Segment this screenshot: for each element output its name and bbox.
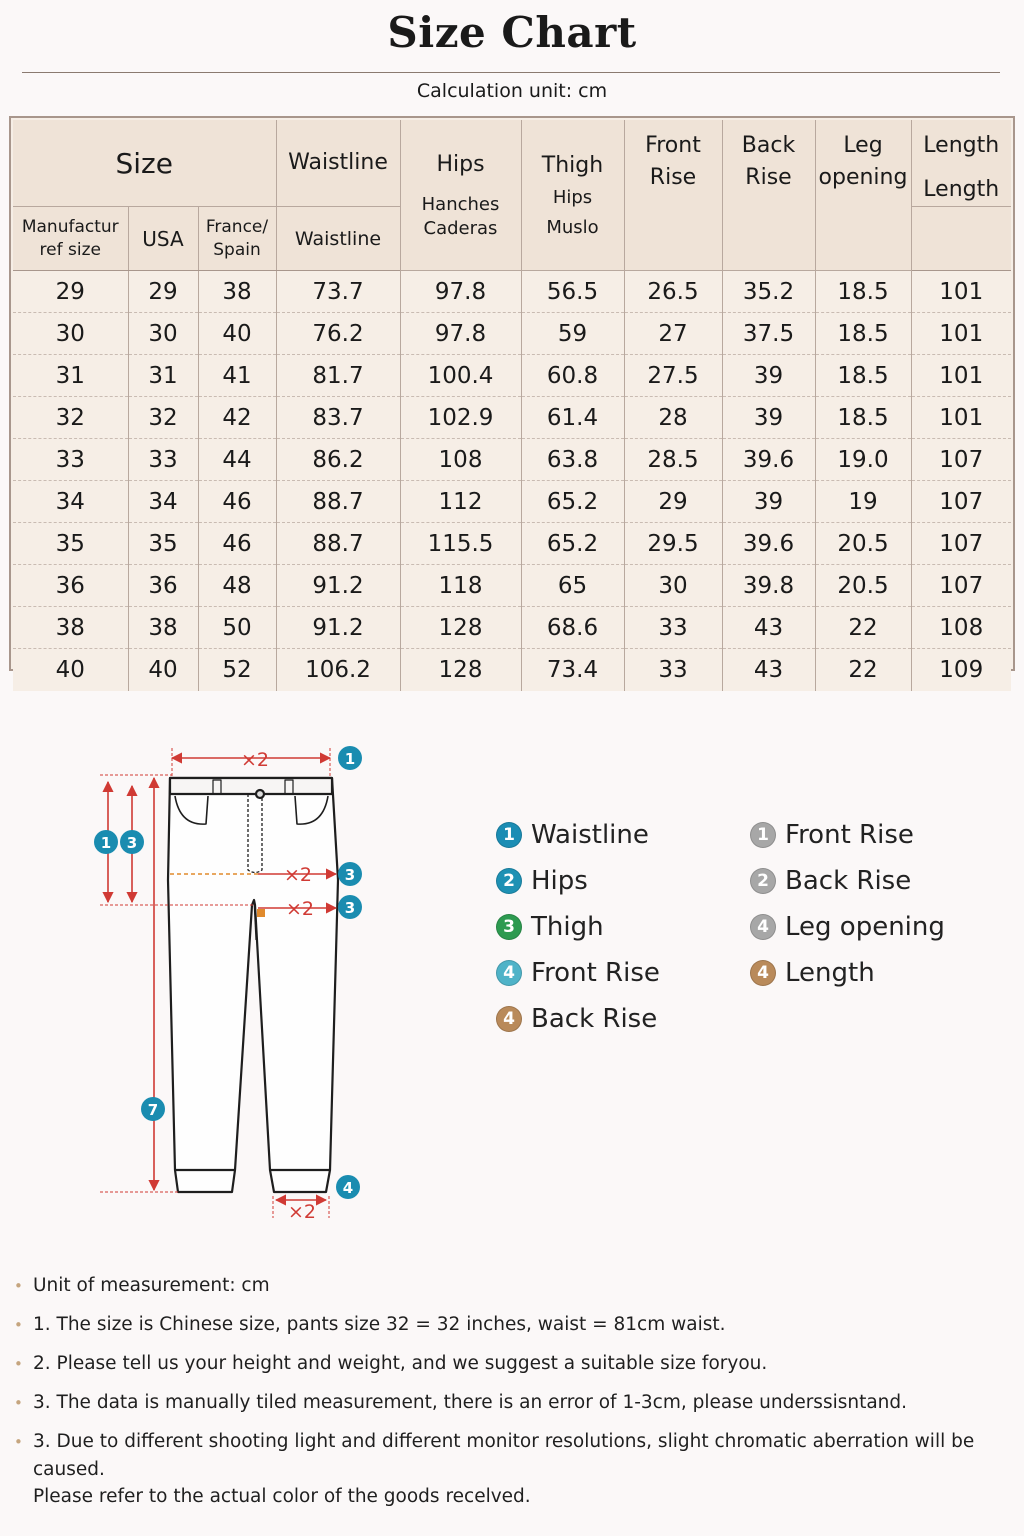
bullet-icon: • bbox=[14, 1277, 23, 1295]
table-cell: 115.5 bbox=[400, 523, 521, 565]
table-cell: 35.2 bbox=[722, 271, 815, 313]
table-row bbox=[13, 565, 1011, 607]
header-length-sub: Length bbox=[923, 177, 1000, 202]
table-row bbox=[13, 523, 1011, 565]
legend-right-column bbox=[750, 812, 945, 996]
table-cell: 33 bbox=[624, 649, 722, 691]
table-cell: 36 bbox=[128, 565, 198, 607]
legend-label: Back Rise bbox=[531, 1004, 658, 1034]
bullet-icon: • bbox=[14, 1433, 23, 1451]
size-table-container bbox=[9, 116, 1015, 683]
table-cell: 59 bbox=[521, 313, 624, 355]
table-cell: 81.7 bbox=[276, 355, 400, 397]
note-item bbox=[14, 1272, 1010, 1300]
legend-item bbox=[496, 996, 660, 1042]
table-cell: 46 bbox=[198, 481, 276, 523]
table-cell: 118 bbox=[400, 565, 521, 607]
marker-length: 7 bbox=[147, 1101, 159, 1119]
note-item bbox=[14, 1483, 1010, 1511]
top-x2-label: ×2 bbox=[240, 749, 270, 771]
hip-x2-label: ×2 bbox=[283, 864, 313, 886]
table-cell: 65 bbox=[521, 565, 624, 607]
legend-item bbox=[496, 950, 660, 996]
table-row bbox=[13, 481, 1011, 523]
header-hips-label: Hips bbox=[436, 152, 485, 177]
legend-label: Front Rise bbox=[785, 820, 914, 850]
table-cell: 56.5 bbox=[521, 271, 624, 313]
table-row bbox=[13, 271, 1011, 313]
table-cell: 22 bbox=[815, 649, 911, 691]
legend-number-badge: 2 bbox=[750, 868, 776, 894]
header-usa: USA bbox=[128, 207, 198, 271]
legend-number-badge: 4 bbox=[496, 960, 522, 986]
bullet-icon: • bbox=[14, 1394, 23, 1412]
legend-number-badge: 3 bbox=[496, 914, 522, 940]
note-item bbox=[14, 1311, 1010, 1339]
legend-number-badge: 4 bbox=[496, 1006, 522, 1032]
table-cell: 108 bbox=[911, 607, 1011, 649]
table-cell: 61.4 bbox=[521, 397, 624, 439]
header-manufacturer: Manufactur ref size bbox=[13, 207, 128, 271]
size-table-body bbox=[13, 271, 1011, 691]
header-front-rise bbox=[624, 120, 722, 271]
table-cell: 35 bbox=[128, 523, 198, 565]
table-row bbox=[13, 313, 1011, 355]
table-cell: 50 bbox=[198, 607, 276, 649]
bullet-icon: • bbox=[14, 1355, 23, 1373]
table-cell: 97.8 bbox=[400, 271, 521, 313]
table-cell: 18.5 bbox=[815, 313, 911, 355]
table-cell: 39 bbox=[722, 397, 815, 439]
legend-number-badge: 1 bbox=[496, 822, 522, 848]
legend-label: Front Rise bbox=[531, 958, 660, 988]
table-cell: 107 bbox=[911, 481, 1011, 523]
table-cell: 88.7 bbox=[276, 481, 400, 523]
table-cell: 101 bbox=[911, 355, 1011, 397]
note-text: 1. The size is Chinese size, pants size 32 = 32 inches, waist = 81cm waist. bbox=[33, 1314, 726, 1335]
legend-item bbox=[496, 858, 660, 904]
legend-label: Hips bbox=[531, 866, 588, 896]
header-back-rise-1: Back bbox=[741, 133, 796, 158]
table-cell: 30 bbox=[624, 565, 722, 607]
table-cell: 34 bbox=[128, 481, 198, 523]
table-cell: 18.5 bbox=[815, 355, 911, 397]
table-cell: 128 bbox=[400, 649, 521, 691]
table-cell: 65.2 bbox=[521, 523, 624, 565]
table-cell: 43 bbox=[722, 649, 815, 691]
header-france-spain: France/ Spain bbox=[198, 207, 276, 271]
table-cell: 101 bbox=[911, 397, 1011, 439]
size-table bbox=[13, 120, 1011, 691]
table-cell: 30 bbox=[128, 313, 198, 355]
hem-x2-label: ×2 bbox=[287, 1201, 317, 1223]
calculation-unit: Calculation unit: cm bbox=[416, 80, 608, 102]
table-cell: 106.2 bbox=[276, 649, 400, 691]
table-cell: 20.5 bbox=[815, 523, 911, 565]
bullet-icon: • bbox=[14, 1316, 23, 1334]
header-hips-fr: Hanches bbox=[421, 194, 500, 215]
marker-left-a: 1 bbox=[100, 834, 112, 852]
table-cell: 39.6 bbox=[722, 439, 815, 481]
header-length-label: Length bbox=[923, 133, 1000, 158]
legend-left-column bbox=[496, 812, 660, 1042]
table-cell: 76.2 bbox=[276, 313, 400, 355]
header-hips-pt: Caderas bbox=[423, 218, 498, 239]
table-cell: 91.2 bbox=[276, 565, 400, 607]
header-front-rise-1: Front bbox=[645, 133, 701, 158]
table-cell: 102.9 bbox=[400, 397, 521, 439]
pants-diagram bbox=[80, 730, 380, 1230]
legend-number-badge: 4 bbox=[750, 914, 776, 940]
table-cell: 39 bbox=[722, 481, 815, 523]
table-cell: 38 bbox=[198, 271, 276, 313]
table-cell: 29.5 bbox=[624, 523, 722, 565]
header-thigh bbox=[521, 120, 624, 271]
table-cell: 20.5 bbox=[815, 565, 911, 607]
table-cell: 48 bbox=[198, 565, 276, 607]
table-cell: 39.8 bbox=[722, 565, 815, 607]
header-front-rise-2: Rise bbox=[649, 165, 697, 190]
table-cell: 19 bbox=[815, 481, 911, 523]
header-back-rise-2: Rise bbox=[745, 165, 792, 190]
header-length-blank bbox=[911, 207, 1011, 271]
table-cell: 18.5 bbox=[815, 397, 911, 439]
marker-mid-lower: 3 bbox=[344, 899, 356, 917]
header-back-rise bbox=[722, 120, 815, 271]
table-cell: 112 bbox=[400, 481, 521, 523]
table-cell: 107 bbox=[911, 439, 1011, 481]
table-cell: 19.0 bbox=[815, 439, 911, 481]
header-leg-opening bbox=[815, 120, 911, 271]
note-text: 3. Due to different shooting light and different monitor resolutions, slight chromatic aberration will be caused. bbox=[33, 1431, 975, 1480]
table-cell: 29 bbox=[624, 481, 722, 523]
table-cell: 30 bbox=[13, 313, 128, 355]
table-row bbox=[13, 355, 1011, 397]
table-cell: 86.2 bbox=[276, 439, 400, 481]
table-row bbox=[13, 607, 1011, 649]
marker-mid-upper: 3 bbox=[344, 866, 356, 884]
marker-left-b: 3 bbox=[126, 834, 138, 852]
table-cell: 60.8 bbox=[521, 355, 624, 397]
table-cell: 29 bbox=[13, 271, 128, 313]
table-row bbox=[13, 649, 1011, 691]
table-cell: 29 bbox=[128, 271, 198, 313]
table-row bbox=[13, 397, 1011, 439]
table-cell: 33 bbox=[13, 439, 128, 481]
table-cell: 38 bbox=[13, 607, 128, 649]
header-hips bbox=[400, 120, 521, 271]
table-cell: 101 bbox=[911, 271, 1011, 313]
header-thigh-label: Thigh bbox=[541, 153, 604, 178]
legend-label: Thigh bbox=[531, 912, 604, 942]
header-waistline-sub: Waistline bbox=[276, 207, 400, 271]
table-cell: 63.8 bbox=[521, 439, 624, 481]
note-item bbox=[14, 1428, 1010, 1484]
bullet-icon bbox=[14, 1483, 33, 1511]
table-cell: 31 bbox=[128, 355, 198, 397]
legend-item bbox=[750, 904, 945, 950]
table-cell: 44 bbox=[198, 439, 276, 481]
legend-number-badge: 4 bbox=[750, 960, 776, 986]
legend-item bbox=[750, 950, 945, 996]
legend-item bbox=[496, 812, 660, 858]
header-thigh-sub2: Muslo bbox=[546, 217, 599, 238]
legend-item bbox=[496, 904, 660, 950]
note-item bbox=[14, 1350, 1010, 1378]
table-cell: 38 bbox=[128, 607, 198, 649]
table-cell: 100.4 bbox=[400, 355, 521, 397]
table-cell: 36 bbox=[13, 565, 128, 607]
note-item bbox=[14, 1389, 1010, 1417]
table-cell: 22 bbox=[815, 607, 911, 649]
note-text: Please refer to the actual color of the goods recelved. bbox=[33, 1486, 531, 1507]
table-cell: 109 bbox=[939, 656, 984, 683]
table-cell: 101 bbox=[911, 313, 1011, 355]
table-cell: 128 bbox=[400, 607, 521, 649]
legend-label: Back Rise bbox=[785, 866, 912, 896]
table-cell: 40 bbox=[13, 649, 128, 691]
header-leg-2: opening bbox=[818, 165, 908, 190]
table-cell: 26.5 bbox=[624, 271, 722, 313]
table-cell: 43 bbox=[722, 607, 815, 649]
table-cell: 39 bbox=[722, 355, 815, 397]
header-leg-1: Leg bbox=[843, 133, 883, 158]
note-text: 2. Please tell us your height and weight, and we suggest a suitable size foryou. bbox=[33, 1353, 768, 1374]
table-cell: 46 bbox=[198, 523, 276, 565]
table-cell: 42 bbox=[198, 397, 276, 439]
table-cell: 52 bbox=[198, 649, 276, 691]
table-cell: 28 bbox=[624, 397, 722, 439]
table-cell: 73.4 bbox=[521, 649, 624, 691]
table-cell: 28.5 bbox=[624, 439, 722, 481]
legend-number-badge: 1 bbox=[750, 822, 776, 848]
header-size: Size bbox=[13, 120, 276, 207]
legend-number-badge: 2 bbox=[496, 868, 522, 894]
legend-item bbox=[750, 812, 945, 858]
table-cell: 107 bbox=[911, 565, 1011, 607]
table-cell: 32 bbox=[128, 397, 198, 439]
header-thigh-sub1: Hips bbox=[552, 187, 593, 208]
table-cell: 37.5 bbox=[722, 313, 815, 355]
legend-label: Waistline bbox=[531, 820, 649, 850]
table-cell: 32 bbox=[13, 397, 128, 439]
legend-label: Length bbox=[785, 958, 875, 988]
table-cell: 18.5 bbox=[815, 271, 911, 313]
table-cell: 97.8 bbox=[400, 313, 521, 355]
page-title: Size Chart bbox=[387, 8, 637, 57]
note-text: 3. The data is manually tiled measurement, there is an error of 1-3cm, please underssisntand. bbox=[33, 1392, 908, 1413]
table-cell: 35 bbox=[13, 523, 128, 565]
header-length bbox=[911, 120, 1011, 207]
header-waistline: Waistline bbox=[276, 120, 400, 207]
table-cell: 107 bbox=[911, 523, 1011, 565]
legend-label: Leg opening bbox=[785, 912, 945, 942]
table-cell: 33 bbox=[128, 439, 198, 481]
table-cell: 39.6 bbox=[722, 523, 815, 565]
table-cell: 27.5 bbox=[624, 355, 722, 397]
table-cell: 41 bbox=[198, 355, 276, 397]
table-cell: 40 bbox=[128, 649, 198, 691]
table-cell: 31 bbox=[13, 355, 128, 397]
marker-top-right: 1 bbox=[344, 750, 356, 768]
table-cell: 91.2 bbox=[276, 607, 400, 649]
notes-list bbox=[14, 1272, 1010, 1522]
table-row bbox=[13, 439, 1011, 481]
table-cell: 83.7 bbox=[276, 397, 400, 439]
marker-hem: 4 bbox=[342, 1179, 354, 1197]
title-divider bbox=[22, 72, 1000, 73]
pants-outline bbox=[168, 778, 338, 1192]
table-cell: 73.7 bbox=[276, 271, 400, 313]
table-cell: 33 bbox=[624, 607, 722, 649]
table-cell: 68.6 bbox=[521, 607, 624, 649]
table-cell: 65.2 bbox=[521, 481, 624, 523]
table-cell: 27 bbox=[624, 313, 722, 355]
table-cell: 40 bbox=[198, 313, 276, 355]
thigh-x2-label: ×2 bbox=[285, 898, 315, 920]
table-cell: 88.7 bbox=[276, 523, 400, 565]
table-cell: 34 bbox=[13, 481, 128, 523]
note-text: Unit of measurement: cm bbox=[33, 1275, 270, 1296]
legend-item bbox=[750, 858, 945, 904]
table-cell: 108 bbox=[400, 439, 521, 481]
